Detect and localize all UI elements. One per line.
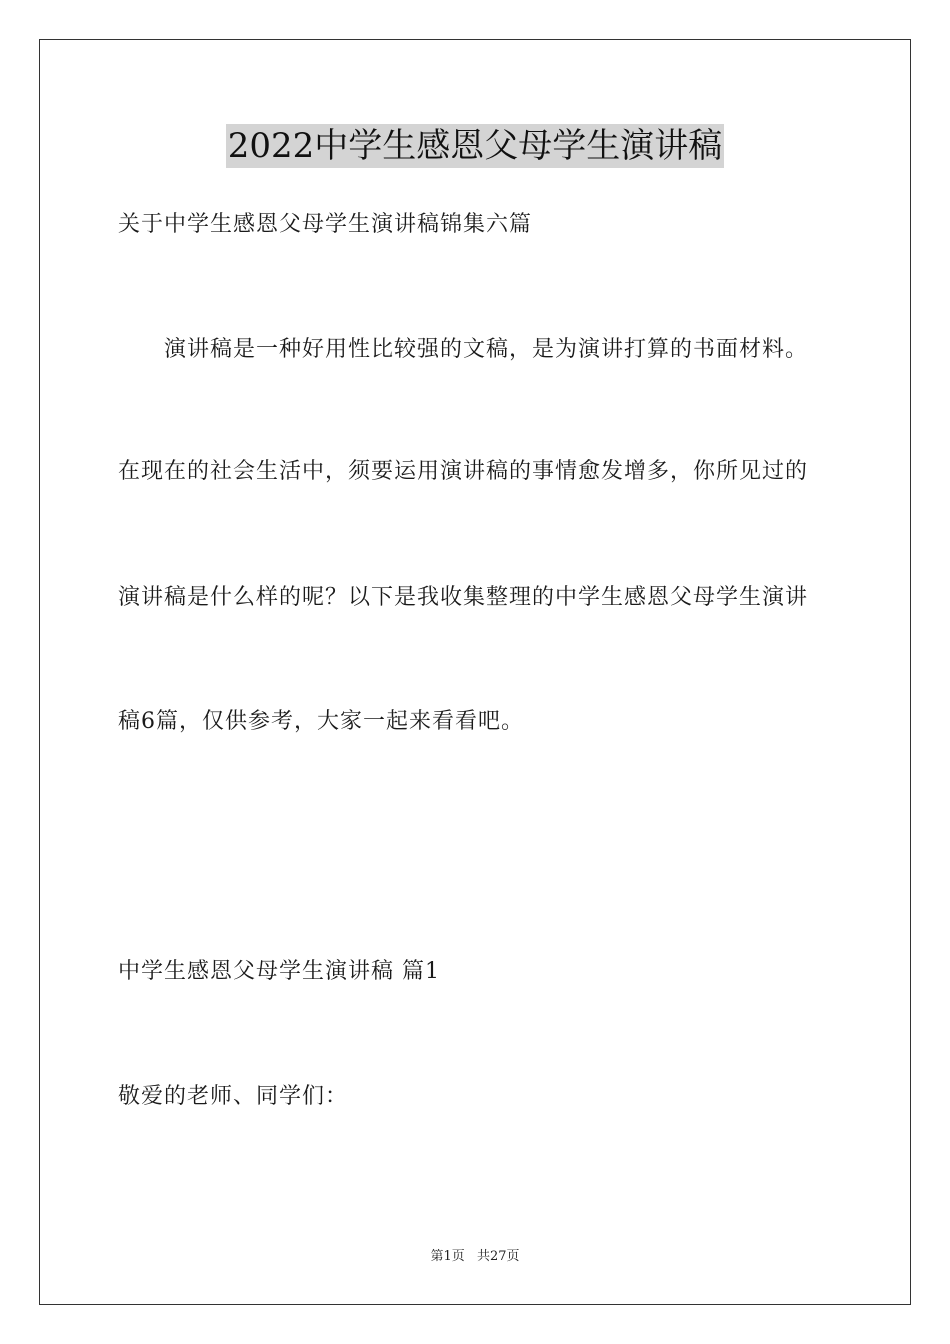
document-title: 2022中学生感恩父母学生演讲稿 [227, 126, 723, 166]
document-subtitle: 关于中学生感恩父母学生演讲稿锦集六篇 [118, 212, 533, 237]
section-heading: 中学生感恩父母学生演讲稿 篇1 [118, 959, 440, 984]
page-number-current: 第1页 [430, 1249, 465, 1264]
title-container [0, 124, 950, 168]
greeting-line: 敬爱的老师、同学们： [118, 1084, 349, 1109]
page-footer [0, 1248, 950, 1266]
page-number-total: 共27页 [476, 1249, 520, 1264]
intro-line-3: 演讲稿是什么样的呢？以下是我收集整理的中学生感恩父母学生演讲 [118, 585, 809, 610]
intro-line-2: 在现在的社会生活中，须要运用演讲稿的事情愈发增多，你所见过的 [118, 459, 809, 484]
intro-line-4: 稿6篇，仅供参考，大家一起来看看吧。 [118, 709, 524, 734]
intro-line-1: 演讲稿是一种好用性比较强的文稿，是为演讲打算的书面材料。 [118, 337, 809, 362]
